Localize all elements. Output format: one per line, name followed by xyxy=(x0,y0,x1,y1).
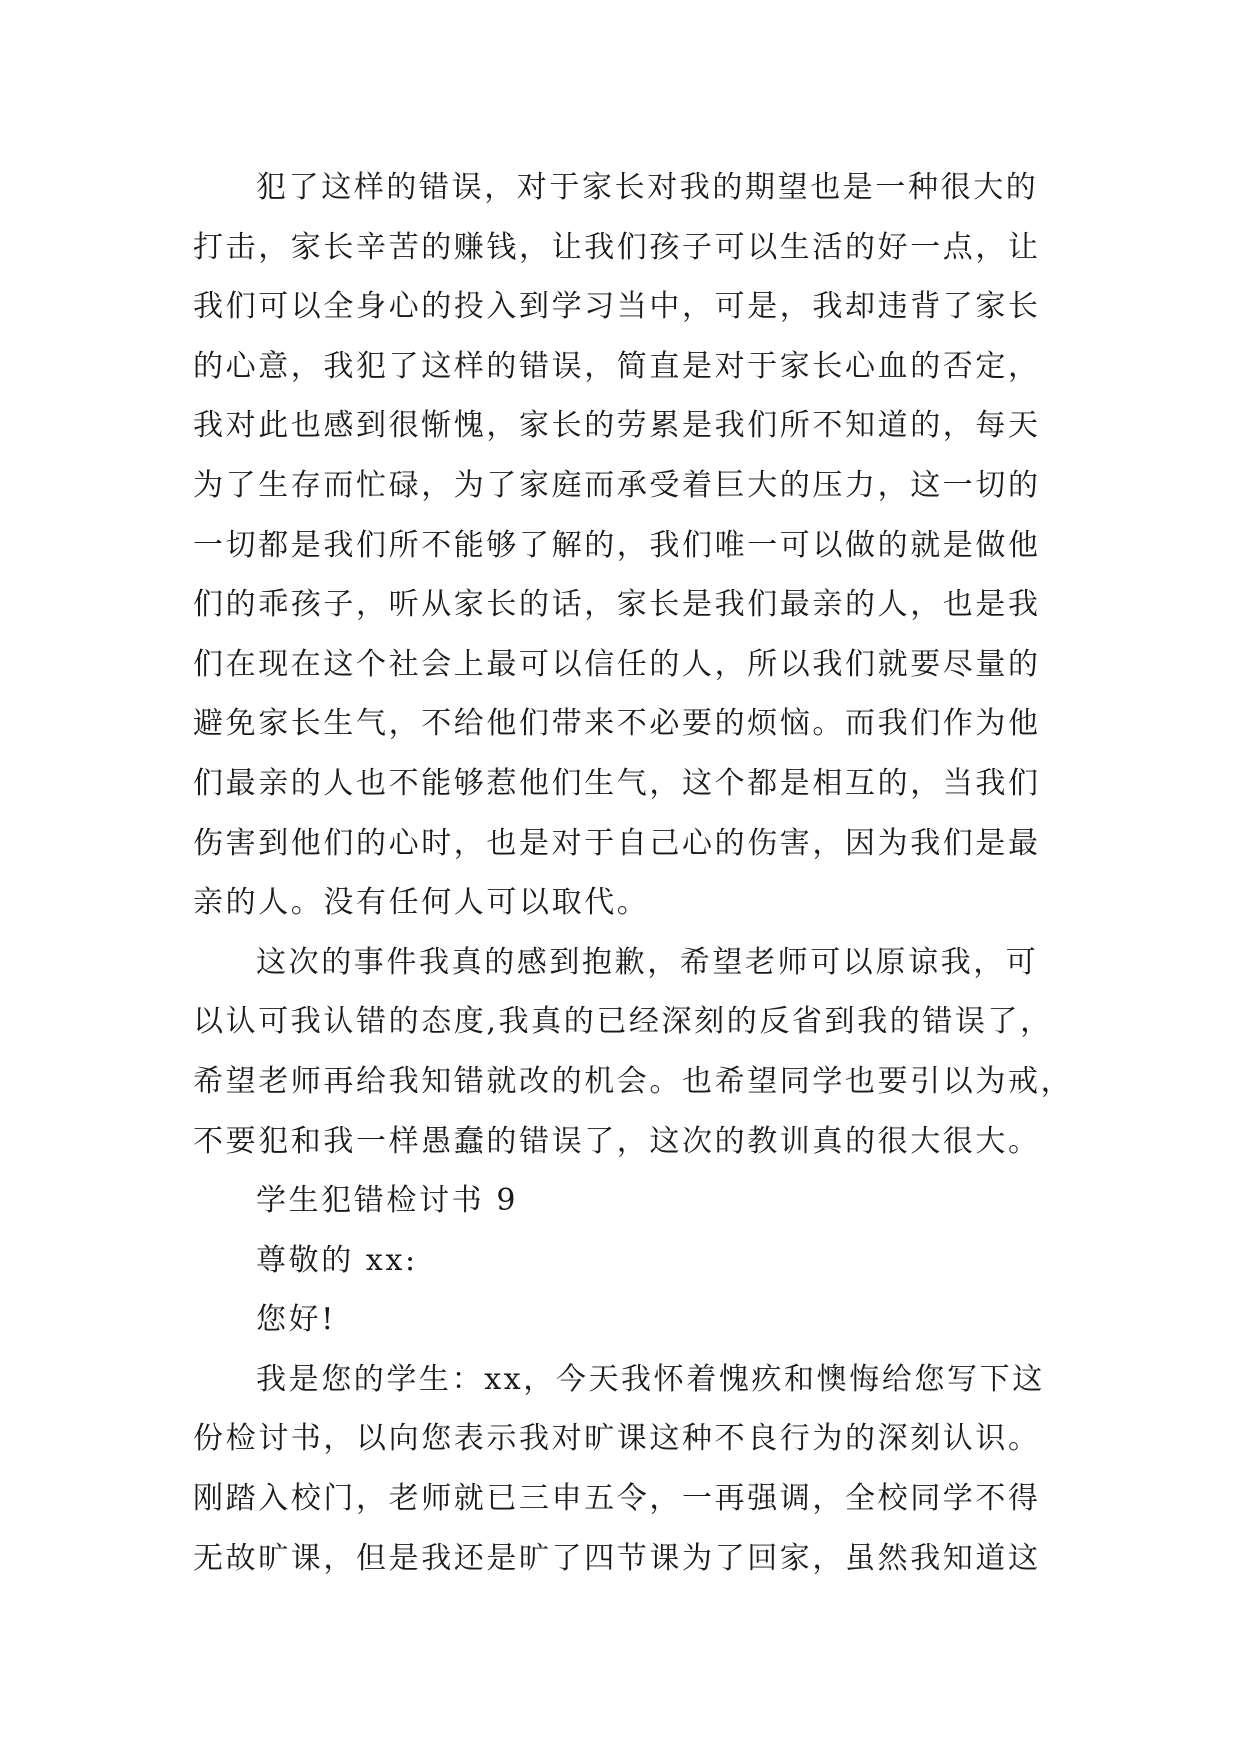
paragraph-line: 们最亲的人也不能够惹他们生气，这个都是相互的，当我们 xyxy=(193,765,1041,801)
paragraph-line: 们在现在这个社会上最可以信任的人，所以我们就要尽量的 xyxy=(193,646,1041,682)
paragraph-line: 希望老师再给我知错就改的机会。也希望同学也要引以为戒， xyxy=(193,1063,1074,1099)
paragraph-line: 一切都是我们所不能够了解的，我们唯一可以做的就是做他 xyxy=(193,527,1041,563)
paragraph-line: 伤害到他们的心时，也是对于自己心的伤害，因为我们是最 xyxy=(193,825,1041,861)
paragraph-line: 无故旷课，但是我还是旷了四节课为了回家，虽然我知道这 xyxy=(193,1540,1041,1576)
paragraph-line: 犯了这样的错误，对于家长对我的期望也是一种很大的 xyxy=(256,170,1039,205)
paragraph-line: 这次的事件我真的感到抱歉，希望老师可以原谅我，可 xyxy=(256,944,1039,980)
paragraph-line: 不要犯和我一样愚蠢的错误了，这次的教训真的很大很大。 xyxy=(193,1123,1041,1159)
paragraph-line: 以认可我认错的态度,我真的已经深刻的反省到我的错误了， xyxy=(193,1004,1053,1040)
paragraph-line: 我对此也感到很惭愧，家长的劳累是我们所不知道的，每天 xyxy=(193,408,1041,444)
paragraph-line: 我们可以全身心的投入到学习当中，可是，我却违背了家长 xyxy=(193,289,1041,325)
paragraph-line: 我是您的学生：xx，今天我怀着愧疚和懊悔给您写下这 xyxy=(256,1361,1045,1397)
paragraph-line: 们的乖孩子，听从家长的话，家长是我们最亲的人，也是我 xyxy=(193,587,1041,623)
paragraph-line: 刚踏入校门，老师就已三申五令，一再强调，全校同学不得 xyxy=(193,1481,1041,1517)
document-body xyxy=(193,158,1073,1588)
paragraph-line: 亲的人。没有任何人可以取代。 xyxy=(193,885,650,921)
section-heading: 学生犯错检讨书 9 xyxy=(256,1183,519,1219)
salutation: 尊敬的 xx: xyxy=(256,1242,418,1278)
paragraph-line: 份检讨书，以向您表示我对旷课这种不良行为的深刻认识。 xyxy=(193,1421,1041,1457)
paragraph-line: 打击，家长辛苦的赚钱，让我们孩子可以生活的好一点，让 xyxy=(193,229,1041,265)
paragraph-line: 为了生存而忙碌，为了家庭而承受着巨大的压力，这一切的 xyxy=(193,467,1041,503)
paragraph-line: 的心意，我犯了这样的错误，简直是对于家长心血的否定， xyxy=(193,348,1041,384)
greeting: 您好! xyxy=(256,1302,336,1338)
paragraph-line: 避免家长生气，不给他们带来不必要的烦恼。而我们作为他 xyxy=(193,706,1041,742)
